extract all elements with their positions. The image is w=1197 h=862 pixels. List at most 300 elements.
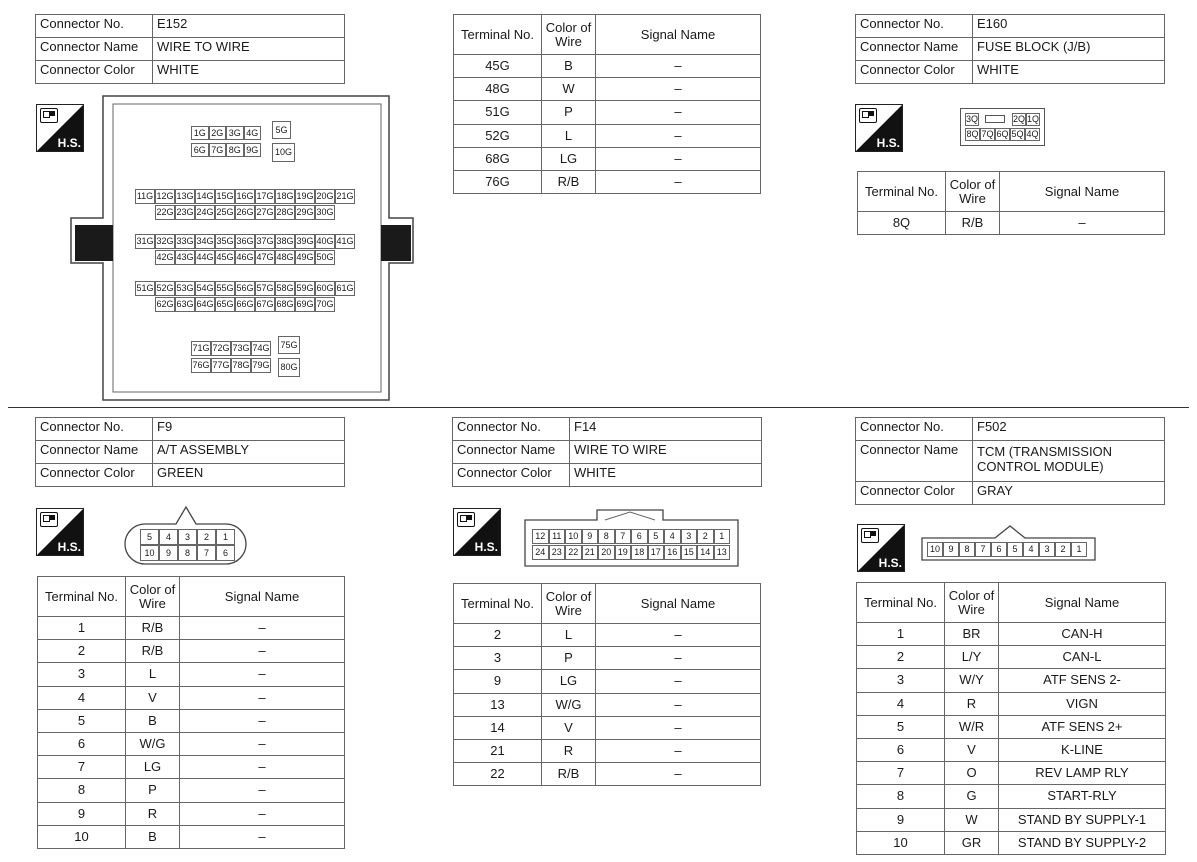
signal-name-cell: – (180, 802, 345, 825)
terminal-no-cell: 9 (38, 802, 126, 825)
signal-name-cell: STAND BY SUPPLY-1 (999, 808, 1166, 831)
terminal-pin: 27G (255, 205, 275, 220)
terminal-no-cell: 2 (454, 624, 542, 647)
signal-name-cell: – (596, 716, 761, 739)
hs-harness-side-icon: H.S. (855, 104, 903, 152)
terminal-pin: 2G (209, 126, 227, 140)
wire-color-cell: BR (945, 623, 999, 646)
terminal-no-cell: 68G (454, 147, 542, 170)
terminal-pin: 23G (175, 205, 195, 220)
terminal-no-cell: 22 (454, 763, 542, 786)
wire-color-cell: V (126, 686, 180, 709)
terminal-pin: 11G (135, 189, 155, 204)
terminal-no-cell: 76G (454, 170, 542, 193)
terminal-no-header: Terminal No. (454, 584, 542, 624)
table-row (857, 646, 1166, 669)
signal-name-cell: – (596, 55, 761, 78)
terminal-pin: 4Q (1026, 129, 1039, 139)
connector-name-value: WIRE TO WIRE (570, 441, 762, 464)
f9-terminal-table (37, 576, 345, 849)
terminal-pin: 72G (211, 341, 231, 356)
terminal-pin: 8 (598, 529, 615, 544)
connector-name-label: Connector Name (36, 38, 153, 61)
connector-color-value: WHITE (153, 61, 345, 84)
connector-name-label: Connector Name (856, 441, 973, 482)
f14-terminal-table (453, 583, 761, 786)
connector-name-value: FUSE BLOCK (J/B) (973, 38, 1165, 61)
signal-name-cell: – (596, 78, 761, 101)
terminal-pin: 6 (991, 542, 1007, 557)
terminal-pin: 8G (226, 143, 244, 157)
wire-color-cell: V (945, 738, 999, 761)
table-row (38, 640, 345, 663)
signal-name-cell: – (180, 756, 345, 779)
terminal-pin: 46G (235, 250, 255, 265)
table-row (857, 831, 1166, 854)
connector-no-label: Connector No. (36, 418, 153, 441)
terminal-pin: 5Q (1011, 129, 1024, 139)
terminal-no-cell: 52G (454, 124, 542, 147)
wire-color-cell: W (542, 78, 596, 101)
table-row (38, 756, 345, 779)
signal-name-cell: – (596, 101, 761, 124)
terminal-no-cell: 3 (38, 663, 126, 686)
terminal-no-cell: 6 (857, 738, 945, 761)
signal-name-cell: START-RLY (999, 785, 1166, 808)
signal-name-header: Signal Name (596, 15, 761, 55)
terminal-pin: 50G (315, 250, 335, 265)
terminal-pin: 10 (565, 529, 582, 544)
table-row (454, 716, 761, 739)
terminal-no-cell: 1 (38, 617, 126, 640)
connector-color-label: Connector Color (856, 61, 973, 84)
connector-no-label: Connector No. (36, 15, 153, 38)
signal-name-cell: STAND BY SUPPLY-2 (999, 831, 1166, 854)
terminal-no-header: Terminal No. (38, 577, 126, 617)
signal-name-cell: – (596, 693, 761, 716)
table-row (38, 732, 345, 755)
terminal-pin: 9G (244, 143, 262, 157)
hs-harness-side-icon: H.S. (453, 508, 501, 556)
terminal-pin: 7 (975, 542, 991, 557)
connector-no-value: E152 (153, 15, 345, 38)
table-row (857, 669, 1166, 692)
terminal-pin: 70G (315, 297, 335, 312)
terminal-pin: 40G (315, 234, 335, 249)
terminal-pin: 19 (615, 545, 632, 560)
terminal-pin: 17G (255, 189, 275, 204)
terminal-no-cell: 48G (454, 78, 542, 101)
connector-name-label: Connector Name (856, 38, 973, 61)
terminal-pin: 30G (315, 205, 335, 220)
wire-color-cell: R/B (126, 640, 180, 663)
terminal-no-cell: 10 (38, 825, 126, 848)
terminal-pin: 10 (140, 545, 159, 561)
wire-color-cell: O (945, 762, 999, 785)
wire-color-header: Color of Wire (946, 172, 1000, 212)
signal-name-cell: CAN-L (999, 646, 1166, 669)
terminal-pin: 32G (155, 234, 175, 249)
signal-name-cell: – (596, 763, 761, 786)
connector-no-label: Connector No. (856, 418, 973, 441)
terminal-pin: 44G (195, 250, 215, 265)
wire-color-header: Color of Wire (542, 584, 596, 624)
table-row (454, 647, 761, 670)
terminal-no-cell: 5 (857, 715, 945, 738)
terminal-pin: 61G (335, 281, 355, 296)
wire-color-cell: V (542, 716, 596, 739)
terminal-pin: 2 (197, 529, 216, 545)
terminal-pin: 57G (255, 281, 275, 296)
terminal-pin: 4 (664, 529, 681, 544)
terminal-pin: 60G (315, 281, 335, 296)
terminal-pin: 16G (235, 189, 255, 204)
terminal-pin: 5 (648, 529, 665, 544)
terminal-pin: 65G (215, 297, 235, 312)
wire-color-cell: W/Y (945, 669, 999, 692)
connector-no-value: E160 (973, 15, 1165, 38)
wire-color-cell: P (126, 779, 180, 802)
wire-color-header: Color of Wire (542, 15, 596, 55)
wire-color-cell: R (542, 739, 596, 762)
terminal-pin: 1 (1071, 542, 1087, 557)
wire-color-header: Color of Wire (126, 577, 180, 617)
terminal-pin: 42G (155, 250, 175, 265)
signal-name-cell: – (596, 124, 761, 147)
table-row (454, 624, 761, 647)
terminal-pin: 7Q (981, 129, 994, 139)
terminal-no-cell: 10 (857, 831, 945, 854)
terminal-pin: 19G (295, 189, 315, 204)
terminal-pin: 39G (295, 234, 315, 249)
connector-color-label: Connector Color (36, 61, 153, 84)
table-row (454, 763, 761, 786)
wire-color-cell: R/B (542, 763, 596, 786)
terminal-pin: 3 (178, 529, 197, 545)
terminal-pin: 45G (215, 250, 235, 265)
wire-color-cell: G (945, 785, 999, 808)
terminal-pin: 25G (215, 205, 235, 220)
terminal-no-cell: 7 (857, 762, 945, 785)
terminal-pin: 49G (295, 250, 315, 265)
terminal-pin: 7 (197, 545, 216, 561)
terminal-pin: 9 (582, 529, 599, 544)
terminal-pin: 71G (191, 341, 211, 356)
signal-name-cell: – (596, 147, 761, 170)
terminal-no-cell: 13 (454, 693, 542, 716)
wire-color-cell: LG (542, 670, 596, 693)
terminal-pin: 79G (251, 358, 271, 373)
terminal-pin: 7G (209, 143, 227, 157)
wire-color-cell: R/B (126, 617, 180, 640)
terminal-no-cell: 7 (38, 756, 126, 779)
terminal-pin: 3 (1039, 542, 1055, 557)
signal-name-cell: – (596, 670, 761, 693)
wire-color-cell: LG (542, 147, 596, 170)
terminal-pin: 1Q (1027, 114, 1040, 124)
table-row (857, 808, 1166, 831)
terminal-pin: 14G (195, 189, 215, 204)
terminal-no-cell: 21 (454, 739, 542, 762)
signal-name-cell: ATF SENS 2- (999, 669, 1166, 692)
terminal-pin: 3Q (966, 114, 979, 124)
f502-terminal-table (856, 582, 1166, 855)
table-row (857, 762, 1166, 785)
terminal-no-cell: 51G (454, 101, 542, 124)
terminal-pin: 4G (244, 126, 262, 140)
wire-color-cell: B (126, 709, 180, 732)
terminal-pin: 15G (215, 189, 235, 204)
terminal-pin: 26G (235, 205, 255, 220)
terminal-pin: 8 (959, 542, 975, 557)
terminal-pin: 1G (191, 126, 209, 140)
signal-name-cell: – (596, 647, 761, 670)
wire-color-cell: L (542, 624, 596, 647)
signal-name-cell: – (180, 825, 345, 848)
terminal-pin: 33G (175, 234, 195, 249)
wire-color-cell: B (126, 825, 180, 848)
terminal-pin: 69G (295, 297, 315, 312)
terminal-no-cell: 8 (38, 779, 126, 802)
terminal-no-cell: 1 (857, 623, 945, 646)
terminal-pin: 78G (231, 358, 251, 373)
terminal-pin: 75G (278, 336, 300, 354)
table-row (38, 617, 345, 640)
terminal-pin: 28G (275, 205, 295, 220)
terminal-pin: 4 (159, 529, 178, 545)
table-row (454, 739, 761, 762)
terminal-pin: 6 (631, 529, 648, 544)
connector-no-value: F14 (570, 418, 762, 441)
terminal-pin: 3G (226, 126, 244, 140)
wire-color-cell: W (945, 808, 999, 831)
wire-color-cell: R/B (946, 212, 1000, 235)
connector-name-label: Connector Name (453, 441, 570, 464)
terminal-pin: 15 (681, 545, 698, 560)
connector-name-label: Connector Name (36, 441, 153, 464)
wire-color-cell: R (945, 692, 999, 715)
terminal-pin: 13 (714, 545, 731, 560)
terminal-pin: 48G (275, 250, 295, 265)
table-row (857, 623, 1166, 646)
table-row (38, 779, 345, 802)
terminal-pin: 76G (191, 358, 211, 373)
terminal-no-cell: 45G (454, 55, 542, 78)
signal-name-cell: REV LAMP RLY (999, 762, 1166, 785)
terminal-pin: 1 (714, 529, 731, 544)
terminal-pin: 21 (582, 545, 599, 560)
terminal-pin: 4 (1023, 542, 1039, 557)
terminal-pin: 24 (532, 545, 549, 560)
signal-name-cell: K-LINE (999, 738, 1166, 761)
wire-color-cell: W/G (126, 732, 180, 755)
terminal-pin: 20G (315, 189, 335, 204)
terminal-pin: 37G (255, 234, 275, 249)
connector-no-label: Connector No. (453, 418, 570, 441)
connector-color-label: Connector Color (856, 482, 973, 505)
terminal-pin: 12 (532, 529, 549, 544)
table-row (38, 802, 345, 825)
terminal-no-cell: 9 (857, 808, 945, 831)
signal-name-cell: – (180, 779, 345, 802)
wire-color-cell: R (126, 802, 180, 825)
wire-color-cell: GR (945, 831, 999, 854)
table-row (454, 693, 761, 716)
terminal-pin: 13G (175, 189, 195, 204)
terminal-pin: 36G (235, 234, 255, 249)
terminal-pin: 55G (215, 281, 235, 296)
terminal-no-cell: 9 (454, 670, 542, 693)
terminal-no-cell: 3 (454, 647, 542, 670)
terminal-pin: 68G (275, 297, 295, 312)
signal-name-header: Signal Name (180, 577, 345, 617)
terminal-pin: 3 (681, 529, 698, 544)
terminal-pin: 77G (211, 358, 231, 373)
terminal-no-cell: 2 (857, 646, 945, 669)
wire-color-cell: B (542, 55, 596, 78)
signal-name-cell: ATF SENS 2+ (999, 715, 1166, 738)
signal-name-header: Signal Name (999, 583, 1166, 623)
signal-name-cell: – (180, 617, 345, 640)
wire-color-header: Color of Wire (945, 583, 999, 623)
table-row (38, 825, 345, 848)
terminal-pin: 5 (140, 529, 159, 545)
hs-harness-side-icon: H.S. (36, 508, 84, 556)
terminal-pin: 10 (927, 542, 943, 557)
terminal-no-header: Terminal No. (454, 15, 542, 55)
wire-color-cell: P (542, 101, 596, 124)
terminal-pin: 29G (295, 205, 315, 220)
terminal-pin: 53G (175, 281, 195, 296)
terminal-pin: 2 (697, 529, 714, 544)
terminal-pin: 59G (295, 281, 315, 296)
terminal-pin: 21G (335, 189, 355, 204)
connector-color-value: GREEN (153, 464, 345, 487)
table-row (38, 663, 345, 686)
wire-color-cell: P (542, 647, 596, 670)
table-row (857, 785, 1166, 808)
terminal-no-cell: 6 (38, 732, 126, 755)
terminal-pin: 20 (598, 545, 615, 560)
terminal-pin: 16 (664, 545, 681, 560)
table-row (454, 670, 761, 693)
connector-color-value: WHITE (973, 61, 1165, 84)
terminal-pin: 22G (155, 205, 175, 220)
signal-name-cell: – (180, 686, 345, 709)
connector-no-label: Connector No. (856, 15, 973, 38)
terminal-pin: 23 (549, 545, 566, 560)
terminal-pin: 8 (178, 545, 197, 561)
terminal-pin: 62G (155, 297, 175, 312)
terminal-pin: 9 (943, 542, 959, 557)
signal-name-cell: – (596, 624, 761, 647)
terminal-pin: 6Q (996, 129, 1009, 139)
wire-color-cell: W/R (945, 715, 999, 738)
connector-no-value: F502 (973, 418, 1165, 441)
terminal-pin: 51G (135, 281, 155, 296)
terminal-pin: 74G (251, 341, 271, 356)
table-row (38, 709, 345, 732)
terminal-pin: 66G (235, 297, 255, 312)
terminal-pin: 6G (191, 143, 209, 157)
terminal-pin: 43G (175, 250, 195, 265)
terminal-pin: 11 (549, 529, 566, 544)
signal-name-header: Signal Name (1000, 172, 1165, 212)
signal-name-cell: CAN-H (999, 623, 1166, 646)
terminal-pin: 18G (275, 189, 295, 204)
terminal-pin: 38G (275, 234, 295, 249)
terminal-pin: 9 (159, 545, 178, 561)
terminal-no-header: Terminal No. (858, 172, 946, 212)
terminal-pin: 10G (272, 143, 295, 162)
table-row (857, 715, 1166, 738)
connector-no-value: F9 (153, 418, 345, 441)
terminal-pin: 17 (648, 545, 665, 560)
terminal-pin: 24G (195, 205, 215, 220)
wire-color-cell: L (542, 124, 596, 147)
wire-color-cell: W/G (542, 693, 596, 716)
signal-name-cell: – (596, 739, 761, 762)
terminal-pin: 22 (565, 545, 582, 560)
terminal-pin: 5G (272, 121, 291, 139)
terminal-no-cell: 5 (38, 709, 126, 732)
connector-color-value: WHITE (570, 464, 762, 487)
wire-color-cell: L/Y (945, 646, 999, 669)
signal-name-header: Signal Name (596, 584, 761, 624)
signal-name-cell: VIGN (999, 692, 1166, 715)
hs-harness-side-icon: H.S. (36, 104, 84, 152)
signal-name-cell: – (1000, 212, 1165, 235)
wire-color-cell: LG (126, 756, 180, 779)
terminal-pin: 35G (215, 234, 235, 249)
hs-harness-side-icon: H.S. (857, 524, 905, 572)
connector-color-label: Connector Color (36, 464, 153, 487)
terminal-pin: 31G (135, 234, 155, 249)
terminal-no-cell: 4 (38, 686, 126, 709)
terminal-no-cell: 2 (38, 640, 126, 663)
table-row (38, 686, 345, 709)
terminal-pin: 5 (1007, 542, 1023, 557)
terminal-pin: 54G (195, 281, 215, 296)
terminal-pin: 64G (195, 297, 215, 312)
terminal-pin: 18 (631, 545, 648, 560)
terminal-pin: 12G (155, 189, 175, 204)
connector-name-value: TCM (TRANSMISSION CONTROL MODULE) (973, 441, 1165, 482)
terminal-pin: 47G (255, 250, 275, 265)
terminal-pin: 2 (1055, 542, 1071, 557)
table-row (857, 692, 1166, 715)
signal-name-cell: – (180, 640, 345, 663)
terminal-pin: 34G (195, 234, 215, 249)
terminal-pin: 8Q (966, 129, 979, 139)
terminal-no-cell: 4 (857, 692, 945, 715)
terminal-pin: 73G (231, 341, 251, 356)
terminal-pin: 58G (275, 281, 295, 296)
terminal-pin: 7 (615, 529, 632, 544)
connector-color-value: GRAY (973, 482, 1165, 505)
connector-name-value: WIRE TO WIRE (153, 38, 345, 61)
terminal-pin: 6 (216, 545, 235, 561)
signal-name-cell: – (180, 663, 345, 686)
connector-name-value: A/T ASSEMBLY (153, 441, 345, 464)
terminal-pin: 67G (255, 297, 275, 312)
terminal-pin: 2Q (1013, 114, 1026, 124)
terminal-pin: 41G (335, 234, 355, 249)
signal-name-cell: – (180, 709, 345, 732)
wire-color-cell: R/B (542, 170, 596, 193)
terminal-no-header: Terminal No. (857, 583, 945, 623)
terminal-no-cell: 8 (857, 785, 945, 808)
